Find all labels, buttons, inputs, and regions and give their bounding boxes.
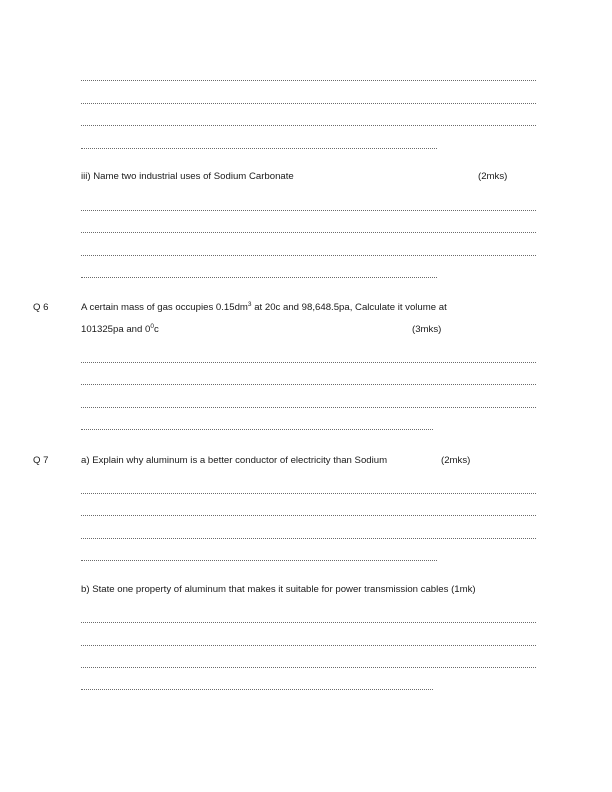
question-7b-marks: (1mk) [451,584,476,595]
answer-line[interactable] [81,429,433,430]
question-6-marks: (3mks) [412,324,442,335]
answer-line[interactable] [81,255,536,256]
answer-line[interactable] [81,277,437,278]
answer-line[interactable] [81,384,536,385]
question-iii-text: iii) Name two industrial uses of Sodium Carbonate [81,171,294,182]
answer-line[interactable] [81,80,536,81]
answer-line[interactable] [81,667,536,668]
question-number: Q 6 [33,302,49,313]
answer-line[interactable] [81,210,536,211]
answer-line[interactable] [81,538,536,539]
answer-line[interactable] [81,689,433,690]
answer-line[interactable] [81,645,536,646]
answer-line[interactable] [81,622,536,623]
question-number: Q 7 [33,455,49,466]
question-7b-text: b) State one property of aluminum that makes it suitable for power transmission cables (1mk) [81,584,476,595]
question-iii-marks: (2mks) [478,171,508,182]
answer-line[interactable] [81,103,536,104]
answer-line[interactable] [81,493,536,494]
answer-line[interactable] [81,148,437,149]
answer-line[interactable] [81,362,536,363]
question-6-text-line2: 101325pa and $0^0c$ [81,323,159,335]
question-6-text-line1: A certain mass of gas occupies $0.15dm^3$ at 20c and 98,648.5pa, Calculate it volume at [81,301,447,313]
question-7a-text: a) Explain why aluminum is a better conductor of electricity than Sodium [81,455,388,466]
question-7a-marks: (2mks) [441,455,471,466]
answer-line[interactable] [81,515,536,516]
answer-line[interactable] [81,232,536,233]
answer-line[interactable] [81,560,437,561]
answer-line[interactable] [81,125,536,126]
answer-line[interactable] [81,407,536,408]
